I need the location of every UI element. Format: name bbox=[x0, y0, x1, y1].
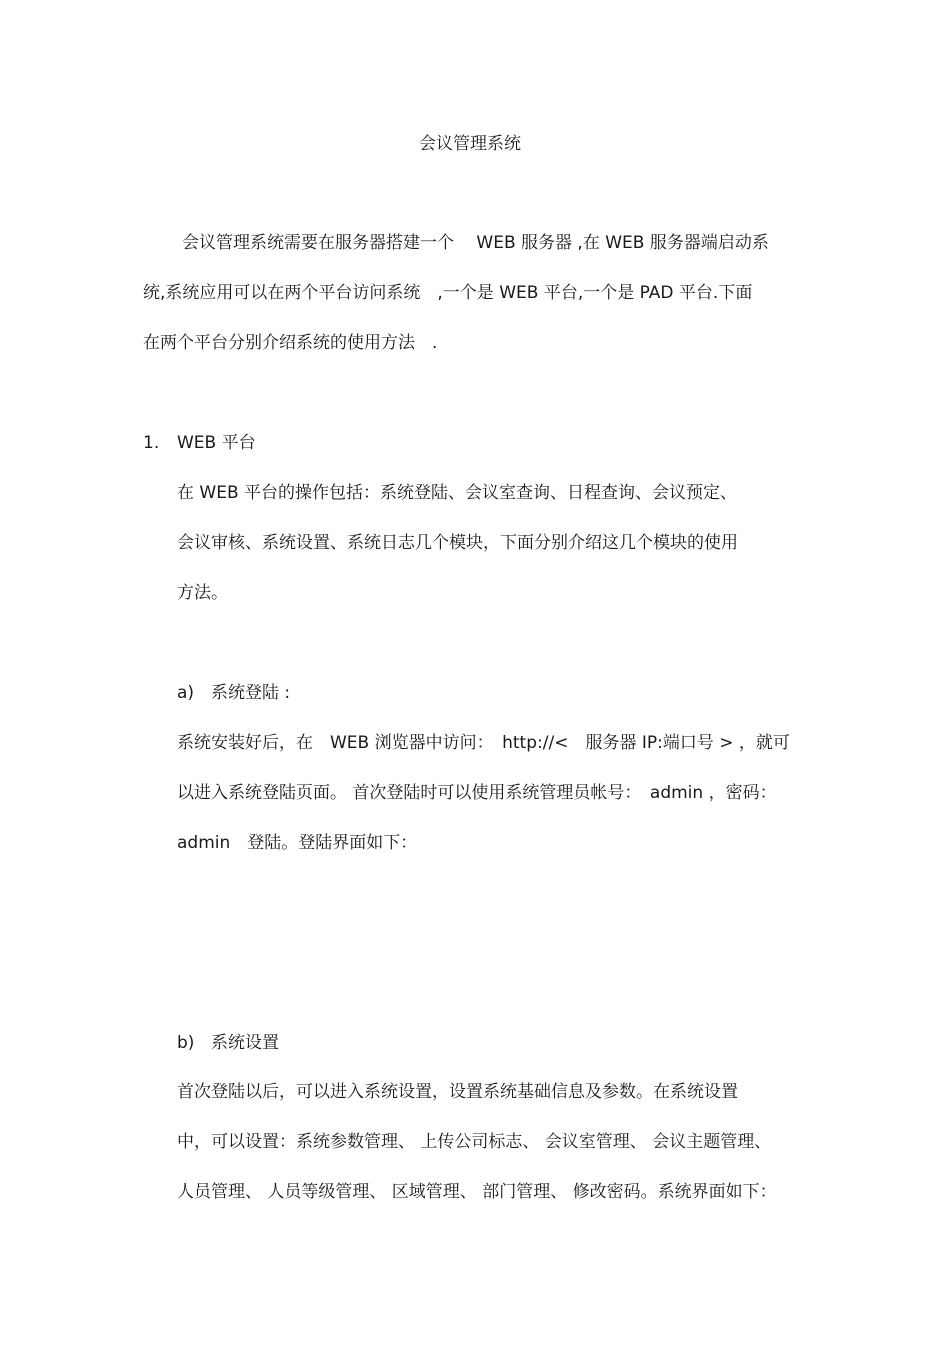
sub-b-line-1: 首次登陆以后，可以进入系统设置，设置系统基础信息及参数。在系统设置 bbox=[177, 1082, 738, 1102]
sub-b-label: b) bbox=[177, 1033, 195, 1053]
sub-b-heading: 系统设置 bbox=[211, 1033, 279, 1053]
section-1-line-1: 在 WEB 平台的操作包括：系统登陆、会议室查询、日程查询、会议预定、 bbox=[177, 483, 738, 503]
sub-a-label: a) bbox=[177, 683, 195, 703]
sub-b-line-3: 人员管理、 人员等级管理、 区域管理、 部门管理、 修改密码。系统界面如下： bbox=[177, 1182, 777, 1202]
sub-a-line-2: 以进入系统登陆页面。 首次登陆时可以使用系统管理员帐号： admin ，密码： bbox=[177, 783, 777, 803]
intro-line-1: 会议管理系统需要在服务器搭建一个 WEB 服务器 ,在 WEB 服务器端启动系 bbox=[182, 233, 769, 253]
intro-line-3: 在两个平台分别介绍系统的使用方法 . bbox=[143, 333, 438, 353]
intro-line-2: 统,系统应用可以在两个平台访问系统 ,一个是 WEB 平台,一个是 PAD 平台.下面 bbox=[143, 283, 753, 303]
section-1-line-3: 方法。 bbox=[177, 583, 228, 603]
sub-b-line-2: 中，可以设置：系统参数管理、 上传公司标志、 会议室管理、 会议主题管理、 bbox=[177, 1132, 772, 1152]
section-1-heading: WEB 平台 bbox=[177, 433, 256, 453]
sub-a-line-1: 系统安装好后，在 WEB 浏览器中访问： http://< 服务器 IP:端口号 > ，就可 bbox=[177, 733, 790, 753]
sub-a-heading: 系统登陆 : bbox=[211, 683, 291, 703]
sub-a-line-3: admin 登陆。登陆界面如下： bbox=[177, 833, 418, 853]
section-1-number: 1. bbox=[143, 433, 160, 453]
document-title: 会议管理系统 bbox=[419, 134, 521, 154]
section-1-line-2: 会议审核、系统设置、系统日志几个模块，下面分别介绍这几个模块的使用 bbox=[177, 533, 738, 553]
